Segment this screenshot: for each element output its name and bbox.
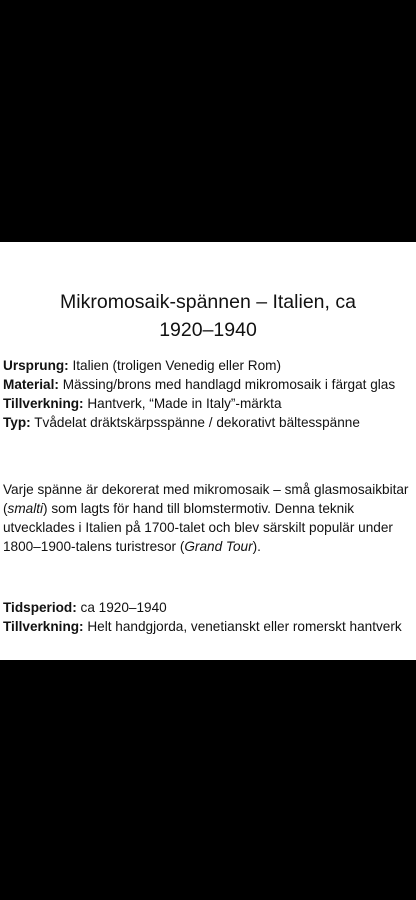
properties-list [3, 356, 411, 432]
description-text: ). [252, 539, 261, 554]
property-value: Helt handgjorda, venetianskt eller romerskt hantverk [87, 619, 402, 634]
description-text: ) som lagts för hand till blomstermotiv. Denna teknik utvecklades i Italien på 1700-talet och blev särskilt populär under 1800–1900-talens turistresor ( [3, 501, 393, 554]
property-value: Hantverk, “Made in Italy”-märkta [87, 396, 282, 411]
property-label: Tillverkning: [3, 619, 84, 634]
property-period [3, 598, 411, 617]
property-value: ca 1920–1940 [80, 600, 167, 615]
description-text: Varje spänne är dekorerat med mikromosaik – små glasmosaikbitar ( [3, 482, 409, 516]
property-label: Ursprung: [3, 358, 69, 373]
property-manufacture-2 [3, 617, 411, 636]
document-page [0, 242, 416, 660]
property-manufacture [3, 394, 411, 413]
description-italic-term: Grand Tour [184, 539, 253, 554]
document-title [8, 288, 408, 344]
property-value: Tvådelat dräktskärpsspänne / dekorativt bältesspänne [34, 415, 360, 430]
property-label: Typ: [3, 415, 31, 430]
properties-list-2 [3, 598, 411, 636]
property-label: Tidsperiod: [3, 600, 77, 615]
property-type [3, 413, 411, 432]
property-value: Italien (troligen Venedig eller Rom) [72, 358, 282, 373]
property-label: Material: [3, 377, 59, 392]
title-line-1: Mikromosaik-spännen – Italien, ca [60, 291, 356, 313]
property-material [3, 375, 411, 394]
property-value: Mässing/brons med handlagd mikromosaik i färgat glas [62, 377, 396, 392]
description-paragraph [3, 480, 411, 556]
property-origin [3, 356, 411, 375]
title-line-2: 1920–1940 [159, 319, 257, 341]
description-italic-term: smalti [7, 501, 44, 516]
property-label: Tillverkning: [3, 396, 84, 411]
